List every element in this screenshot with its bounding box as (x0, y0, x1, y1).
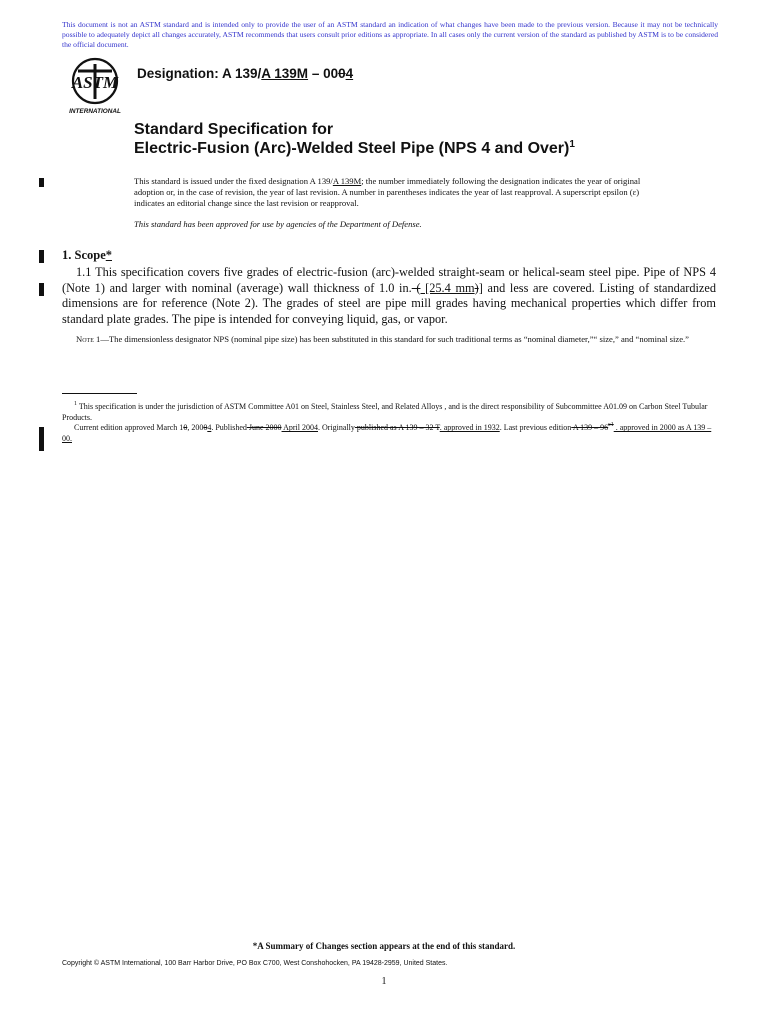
designation-inserted-digit: 4 (345, 66, 354, 81)
copyright: Copyright © ASTM International, 100 Barr Harbor Drive, PO Box C700, West Conshohocken, PA 19428-2959, United States. (62, 960, 448, 967)
issued-inserted: A 139M (332, 176, 362, 186)
designation-dash: – 00 (308, 66, 339, 81)
fn-deleted: published as A 139 – 32 T (354, 423, 440, 433)
change-bar (39, 178, 44, 187)
fn-deleted: 0 (203, 423, 208, 433)
issued-part2: ; the number immediately following the designation indicates the year of original adoption or, in the case of revision, the year of last revision. A number in parentheses indicates the year of last reapproval. A superscript epsilon (ε) indicates an editorial change since the last revision or reapproval. (134, 176, 641, 208)
designation-prefix: Designation: A 139/ (137, 66, 262, 81)
fn-text: . Originally (318, 423, 355, 433)
footnote-1 (62, 402, 716, 445)
page-number: 1 (381, 976, 387, 987)
logo-subtext: INTERNATIONAL (69, 108, 121, 115)
designation-deleted-digit: 0 (338, 66, 346, 81)
title-footnote-ref: 1 (569, 139, 575, 150)
footnote-marker: 1 (74, 401, 77, 407)
fn-inserted: . approved in 1932 (439, 423, 500, 433)
scope-number: 1. Scope (62, 248, 106, 262)
fn-deleted: June 2000 (246, 423, 282, 433)
fn-deleted: 0 (183, 423, 188, 433)
note-label: Note (76, 334, 94, 344)
title-line2: Electric-Fusion (Arc)-Welded Steel Pipe (NPS 4 and Over) (134, 140, 570, 157)
dod-approval-note: This standard has been approved for use by agencies of the Department of Defense. (134, 219, 422, 229)
section-heading-scope (62, 248, 112, 263)
logo-mark-text: ASTM (71, 73, 119, 92)
change-bar (39, 250, 44, 263)
fn-text: Current edition approved March 1 (74, 423, 184, 433)
title-line1: Standard Specification for (134, 121, 334, 138)
fn-text: . Last previous edition (499, 423, 572, 433)
scope-text-start: 1.1 This specification covers five grades of electric-fusion (arc)-welded straight-seam or helical-seam steel pipe. Pipe of NPS 4 (Note 1) and larger with nominal (average) wall thickness of 1.0 in. (62, 265, 716, 295)
disclaimer-text: This document is not an ASTM standard and is intended only to provide the user of an ASTM standard an indication of what changes have been made to the previous version. Because it may not be technically possible to adequately depict all changes accurately, ASTM recommends that users consult prior editions as appropriate. In all cases only the current version of the standard as published by ASTM is to be considered the official document. (62, 20, 718, 50)
footnote-jurisdiction: This specification is under the jurisdiction of ASTM Committee A01 on Steel, Stainless Steel, and Related Alloys , and is the direct responsibility of Subcommittee A01.09 on Carbon Steel Tubular Products. (62, 402, 708, 422)
issued-part1: This standard is issued under the fixed designation A 139/ (134, 176, 333, 186)
footnote-edition (62, 423, 716, 444)
issued-statement (134, 176, 654, 209)
fn-text: . Published (211, 423, 247, 433)
page-title (134, 120, 575, 158)
change-bar (39, 427, 44, 451)
summary-of-changes-note: *A Summary of Changes section appears at the end of this standard. (252, 941, 516, 951)
note-text: 1—The dimensionless designator NPS (nominal pipe size) has been substituted in this standard for such traditional terms as “nominal diameter,”“ size,” and “nominal size.” (93, 334, 689, 344)
scope-inserted-close: ] (478, 280, 483, 295)
fn-deleted-epsilon: ε1 (608, 422, 614, 429)
scope-deleted-open: ( (411, 280, 421, 295)
fn-inserted: 4 (207, 423, 212, 433)
astm-logo (64, 55, 126, 117)
scope-paragraph (62, 265, 716, 327)
scope-deleted-close: ) (474, 280, 479, 295)
designation-inserted: A 139M (261, 66, 309, 81)
scope-text-end: and less are covered. Listing of standardized dimensions are for reference (Note 2). The grades of steel are pipe mill grades having mechanical properties which differ from standard plate grades. The pipe is intended for conveying liquid, gas, or vapor. (62, 280, 716, 326)
note-1 (62, 334, 716, 345)
scope-asterisk: * (105, 248, 112, 262)
scope-inserted-mm: [25.4 mm (420, 280, 475, 295)
fn-inserted: . approved in 2000 as A 139 – 00. (62, 423, 712, 444)
fn-deleted: A 139 – 96 (571, 423, 609, 433)
footnote-rule (62, 393, 137, 394)
change-bar (39, 283, 44, 296)
designation (137, 66, 353, 81)
fn-inserted: April 2004 (281, 423, 318, 433)
fn-text: , 200 (187, 423, 204, 433)
